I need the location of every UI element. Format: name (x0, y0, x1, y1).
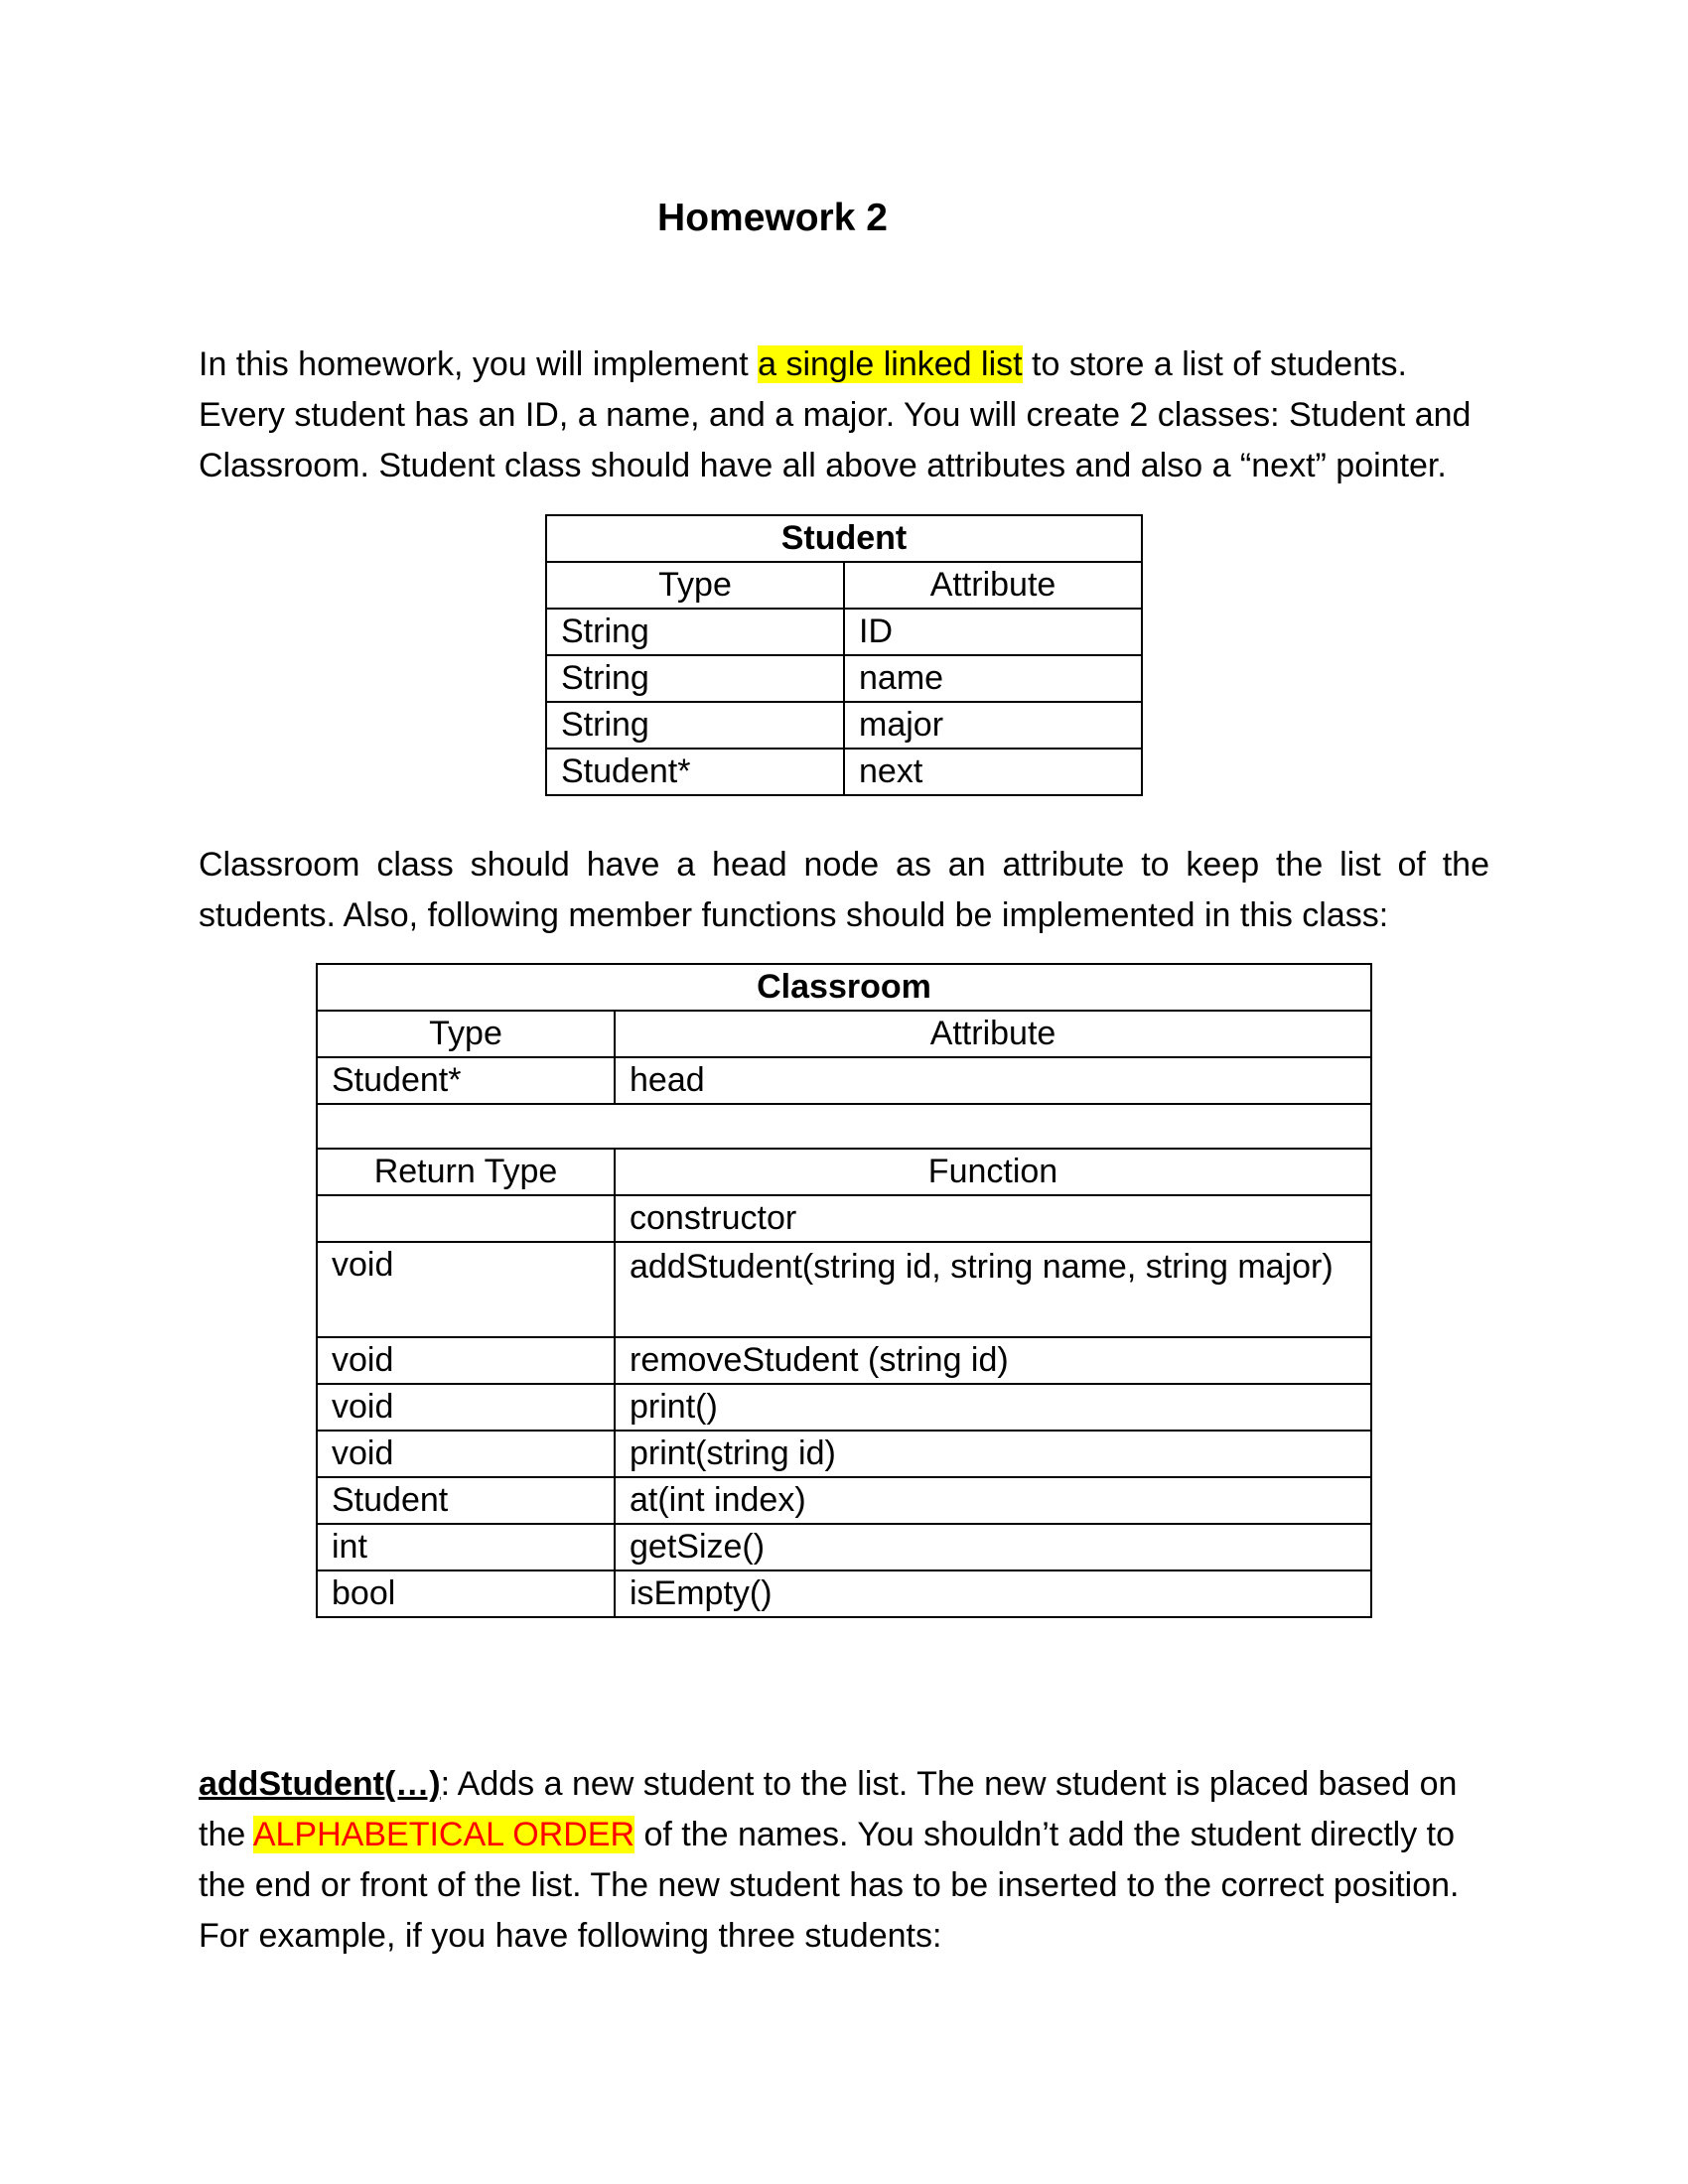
classroom-header-type: Type (317, 1011, 615, 1057)
classroom-function-cell: isEmpty() (615, 1570, 1371, 1617)
student-type-cell: String (546, 609, 844, 655)
classroom-return-type-cell: bool (317, 1570, 615, 1617)
classroom-return-type-cell: Student (317, 1477, 615, 1524)
classroom-table-caption: Classroom (317, 964, 1371, 1011)
classroom-header-return-type: Return Type (317, 1149, 615, 1195)
classroom-function-cell: print(string id) (615, 1431, 1371, 1477)
student-table (545, 514, 1143, 796)
classroom-func-row (317, 1384, 1371, 1431)
student-header-type: Type (546, 562, 844, 609)
classroom-function-cell: at(int index) (615, 1477, 1371, 1524)
classroom-func-row (317, 1431, 1371, 1477)
classroom-return-type-cell: void (317, 1242, 615, 1337)
classroom-return-type-cell (317, 1195, 615, 1242)
classroom-header-attribute: Attribute (615, 1011, 1371, 1057)
add-student-text-2: of the names. You shouldn’t add the student directly to the end or front of the list. The new student has to be inserted to the correct position. For example, if you have following three students: (199, 1816, 1460, 1955)
classroom-func-row (317, 1242, 1371, 1337)
classroom-attr-type-cell: Student* (317, 1057, 615, 1104)
intro-text-after: to store a list of students. Every student has an ID, a name, and a major. You will create 2 classes: Student and Classroom. Student class should have all above attributes and also a “next” pointer. (199, 345, 1472, 484)
classroom-function-cell: print() (615, 1384, 1371, 1431)
classroom-function-cell: constructor (615, 1195, 1371, 1242)
student-type-cell: String (546, 702, 844, 749)
classroom-func-row (317, 1195, 1371, 1242)
student-attribute-cell: major (844, 702, 1142, 749)
student-type-cell: String (546, 655, 844, 702)
student-header-attribute: Attribute (844, 562, 1142, 609)
add-student-text-1: : Adds a new student to the list. The new student is placed based on the (199, 1765, 1458, 1853)
classroom-return-type-cell: void (317, 1431, 615, 1477)
classroom-func-row (317, 1524, 1371, 1570)
add-student-term: addStudent(…) (199, 1765, 441, 1803)
student-row (546, 655, 1142, 702)
page-title: Homework 2 (657, 197, 888, 239)
classroom-function-cell: getSize() (615, 1524, 1371, 1570)
classroom-intro-paragraph: Classroom class should have a head node as an attribute to keep the list of the students. Also, following member functions should be implemented in this class: (199, 846, 1489, 934)
classroom-func-row (317, 1477, 1371, 1524)
classroom-table (316, 963, 1372, 1618)
classroom-function-cell: removeStudent (string id) (615, 1337, 1371, 1384)
classroom-function-cell: addStudent(string id, string name, string major) (615, 1242, 1371, 1337)
classroom-attr-row (317, 1057, 1371, 1104)
student-row (546, 609, 1142, 655)
classroom-return-type-cell: int (317, 1524, 615, 1570)
intro-paragraph (199, 340, 1489, 491)
classroom-func-row (317, 1337, 1371, 1384)
classroom-header-function: Function (615, 1149, 1371, 1195)
student-attribute-cell: next (844, 749, 1142, 795)
student-attribute-cell: name (844, 655, 1142, 702)
intro-highlight: a single linked list (758, 345, 1023, 383)
student-table-caption: Student (546, 515, 1142, 562)
classroom-spacer-row (317, 1104, 1371, 1149)
student-attribute-cell: ID (844, 609, 1142, 655)
classroom-func-row (317, 1570, 1371, 1617)
classroom-return-type-cell: void (317, 1337, 615, 1384)
student-type-cell: Student* (546, 749, 844, 795)
intro-text-before: In this homework, you will implement (199, 345, 759, 383)
student-row (546, 749, 1142, 795)
alphabetical-order-highlight: ALPHABETICAL ORDER (252, 1816, 635, 1853)
student-row (546, 702, 1142, 749)
add-student-paragraph (199, 1759, 1489, 1962)
classroom-return-type-cell: void (317, 1384, 615, 1431)
classroom-attr-name-cell: head (615, 1057, 1371, 1104)
